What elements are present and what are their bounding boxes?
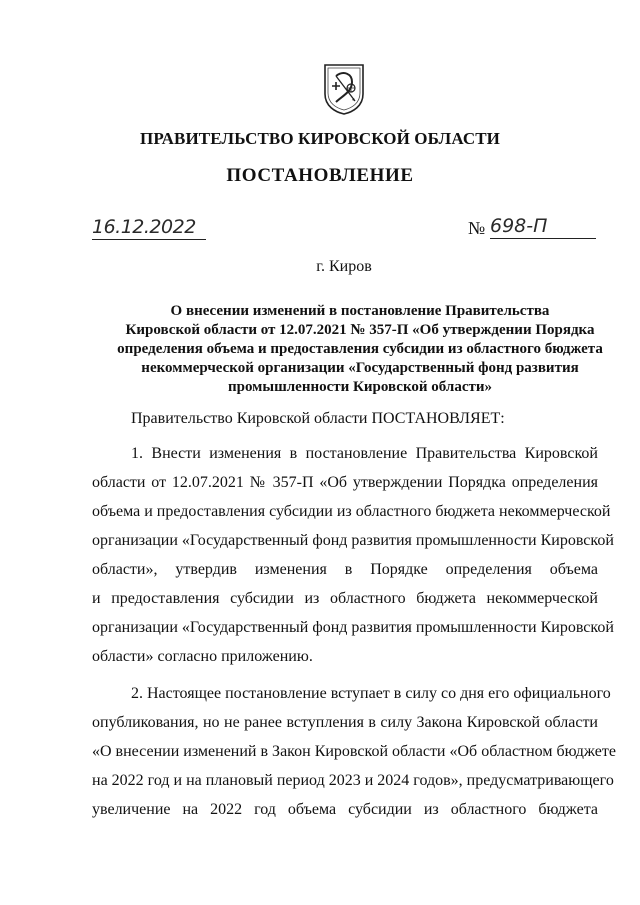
government-title: ПРАВИТЕЛЬСТВО КИРОВСКОЙ ОБЛАСТИ <box>140 129 500 148</box>
paragraph-2-line: «О внесении изменений в Закон Кировской области «Об областном бюджете <box>92 743 616 760</box>
document-type: ПОСТАНОВЛЕНИЕ <box>226 165 414 186</box>
city: г. Киров <box>316 258 372 275</box>
subject-line: некоммерческой организации «Государственный фонд развития <box>141 360 579 376</box>
paragraph-2-line: на 2022 год и на плановый период 2023 и 2024 годов», предусматривающего <box>92 772 614 789</box>
paragraph-1-line: 1. Внести изменения в постановление Правительства Кировской <box>131 445 598 462</box>
subject-line: промышленности Кировской области» <box>227 379 493 395</box>
paragraph-1-line: области от 12.07.2021 № 357-П «Об утверждении Порядка определения <box>92 474 598 491</box>
paragraph-2-line: опубликования, но не ранее вступления в силу Закона Кировской области <box>92 714 598 731</box>
preamble: Правительство Кировской области ПОСТАНОВЛЯЕТ: <box>131 410 505 427</box>
subject-line: Кировской области от 12.07.2021 № 357-П «Об утверждении Порядка <box>125 322 595 338</box>
paragraph-1-line: области», утвердив изменения в Порядке определения объема <box>92 561 598 578</box>
paragraph-1-line: области» согласно приложению. <box>92 648 313 665</box>
paragraph-1-line: организации «Государственный фонд развития промышленности Кировской <box>92 532 614 549</box>
document-date: 16.12.2022 <box>92 216 206 240</box>
document-number: 698-П <box>490 215 596 239</box>
paragraph-1-line: объема и предоставления субсидии из областного бюджета некоммерческой <box>92 503 611 520</box>
paragraph-2-line: 2. Настоящее постановление вступает в силу со дня его официального <box>131 685 611 702</box>
coat-of-arms-icon <box>322 62 366 116</box>
paragraph-1-line: организации «Государственный фонд развития промышленности Кировской <box>92 619 614 636</box>
number-label: № <box>468 218 486 238</box>
subject-line: О внесении изменений в постановление Правительства <box>170 303 550 319</box>
subject-line: определения объема и предоставления субсидии из областного бюджета <box>117 341 603 357</box>
document-subject <box>94 302 626 397</box>
paragraph-1-line: и предоставления субсидии из областного бюджета некоммерческой <box>92 590 598 607</box>
paragraph-2-line: увеличение на 2022 год объема субсидии из областного бюджета <box>92 801 598 818</box>
